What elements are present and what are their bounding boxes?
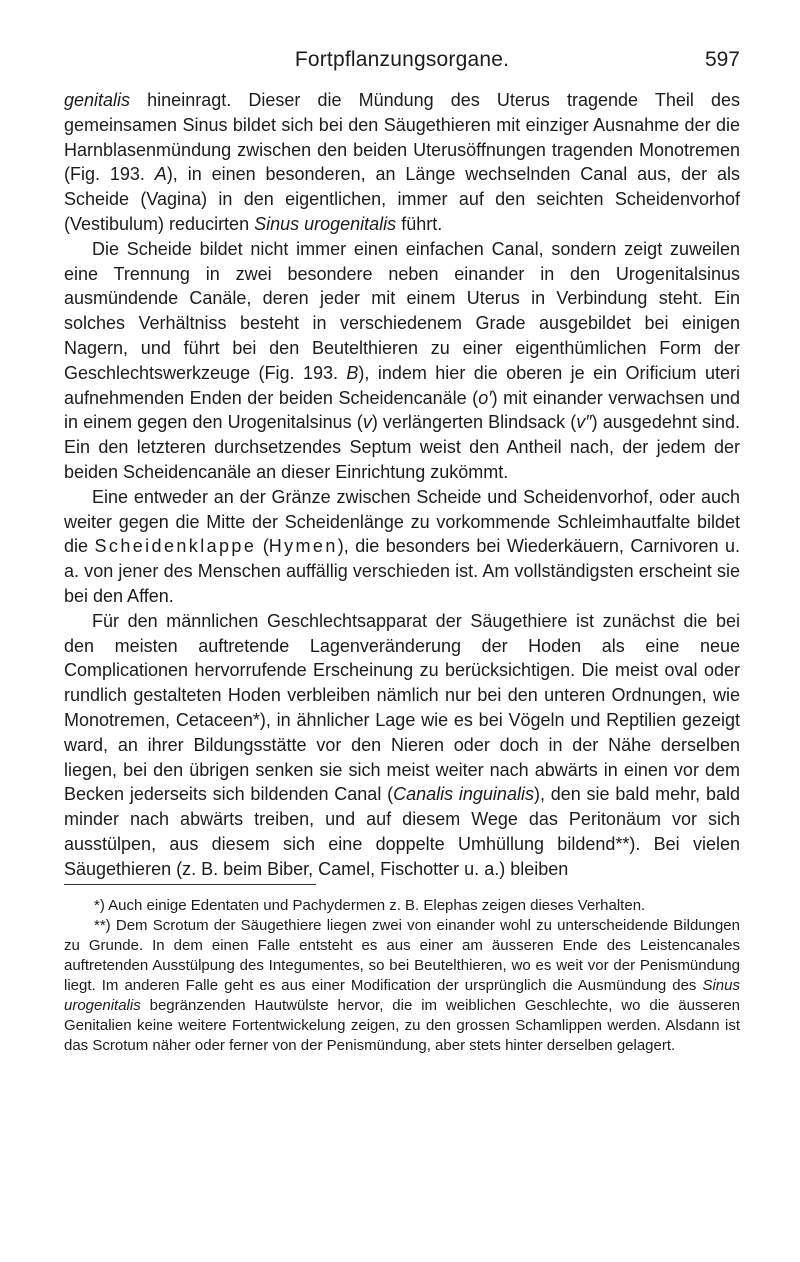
figure-symbol: o′ bbox=[478, 387, 492, 408]
text-run: ) mit einander verwachsen und in einem gegen den Urogenitalsinus ( bbox=[64, 387, 740, 433]
footnote-2 bbox=[64, 916, 740, 1056]
footnotes bbox=[64, 896, 740, 1056]
figure-symbol: v bbox=[362, 412, 372, 433]
text-run: ), in einen besonderen, an Länge wechselnden Canal aus, der als Scheide (Vagina) in den eigentlichen, immer auf den seichten Scheidenvorhof (Vestibulum) reducirten bbox=[64, 164, 740, 234]
italic-term: Sinus urogenitalis bbox=[254, 213, 397, 234]
page-header bbox=[64, 48, 740, 78]
text-run: ) ausgedehnt sind. Ein den letzteren durchsetzendes Septum weist den Antheil nach, der jedem der beiden Scheidencanäle an dieser Einrichtung zukömmt. bbox=[64, 412, 741, 482]
text-run: Eine entweder an der Gränze zwischen Scheide und Scheidenvorhof, oder auch weiter gegen die Mitte der Scheidenlänge zu vorkommende Schleimhautfalte bildet die bbox=[64, 486, 740, 557]
main-text bbox=[64, 88, 740, 882]
footnote-1: *) Auch einige Edentaten und Pachydermen z. B. Elephas zeigen dieses Verhalten. bbox=[94, 897, 646, 914]
figure-label: B bbox=[346, 362, 359, 383]
text-run: begränzenden Hautwülste hervor, die im weiblichen Geschlechte, wo die äusseren Genitalien keine weitere Fortentwickelung zeigen, zu den grossen Schamlippen werden. Alsdann ist das Scrotum näher oder ferner von der Penismündung, aber stets hinter derselben gelagert. bbox=[64, 997, 740, 1054]
running-title: Fortpflanzungsorgane. bbox=[294, 48, 510, 71]
italic-term: genitalis bbox=[64, 90, 131, 110]
text-run: ) verlängerten Blindsack ( bbox=[371, 412, 577, 433]
paragraph-3 bbox=[64, 485, 740, 609]
text-run: hineinragt. Dieser die Mündung des Uterus tragende Theil des gemeinsamen Sinus bildet sich bei den Säugethieren mit einziger Ausnahme der die Harnblasenmündung zwischen den beiden Uterusöffnungen tragenden Monotremen (Fig. 193. bbox=[64, 90, 740, 185]
text-run: ), den sie bald mehr, bald minder nach abwärts treiben, und auf diesem Wege das Peritonäum vor sich ausstülpen, aus diesem sich eine doppelte Umhüllung bildend**). Bei vielen Säugethieren (z. B. beim Biber, Camel, Fischotter u. a.) bleiben bbox=[64, 784, 740, 879]
figure-symbol: v″ bbox=[576, 412, 592, 433]
text-run: **) Dem Scrotum der Säugethiere liegen zwei von einander wohl zu unterscheidende Bildungen zu Grunde. In dem einen Falle entsteht es aus einer am äusseren Ende des Leistencanales auftretenden Ausstülpung des Integumentes, so bei Beutelthieren, wo es weit vor der Penismündung liegt. Im anderen Falle geht es aus einer Modification der ursprünglich die Ausmündung des bbox=[64, 917, 740, 994]
paragraph-1 bbox=[64, 88, 740, 237]
footnote-divider bbox=[64, 884, 316, 885]
paragraph-2 bbox=[64, 237, 740, 485]
spaced-term: Hymen bbox=[268, 536, 338, 557]
text-run: ( bbox=[256, 536, 269, 557]
spaced-term: Scheidenklappe bbox=[94, 536, 257, 557]
text-run: Die Scheide bildet nicht immer einen einfachen Canal, sondern zeigt zuweilen eine Trennung in zwei besondere neben einander in den Urogenitalsinus ausmündende Canäle, deren jeder mit einem Uterus in Verbindung steht. Ein solches Verhältniss besteht in verschiedenem Grade ausgebildet bei einigen Nagern, und führt bei den Beutelthieren zu einer eigenthümlichen Form der Geschlechtswerkzeuge (Fig. 193. bbox=[64, 238, 740, 383]
text-run: Für den männlichen Geschlechtsapparat der Säugethiere ist zunächst die bei den meisten auftretende Lagenveränderung der Hoden als eine neue Complicationen hervorrufende Erscheinung zu berücksichtigen. Die meist oval oder rundlich gestalteten Hoden verbleiben nämlich nur bei den unteren Ordnungen, wie Monotremen, Cetaceen*), in ähnlicher Lage wie es bei Vögeln und Reptilien gezeigt ward, an ihrer Bildungsstätte vor den Nieren oder doch in der Nähe derselben liegen, bei den übrigen senken sie sich meist weiter nach abwärts in einen vor dem Becken jederseits sich bildenden Canal ( bbox=[64, 610, 740, 805]
figure-label: A bbox=[154, 164, 167, 185]
text-run: ), indem hier die oberen je ein Orificium uteri aufnehmenden Enden der beiden Scheidencanäle ( bbox=[64, 362, 740, 408]
page-number: 597 bbox=[704, 48, 740, 71]
text-run: ), die besonders bei Wiederkäuern, Carnivoren u. a. von jener des Menschen auffällig verschieden ist. Am vollständigsten erscheint sie bei den Affen. bbox=[64, 536, 740, 606]
italic-term: Sinus urogenitalis bbox=[64, 977, 740, 1014]
text-run: führt. bbox=[396, 213, 443, 234]
paragraph-4 bbox=[64, 609, 740, 882]
italic-term: Canalis inguinalis bbox=[393, 784, 534, 805]
